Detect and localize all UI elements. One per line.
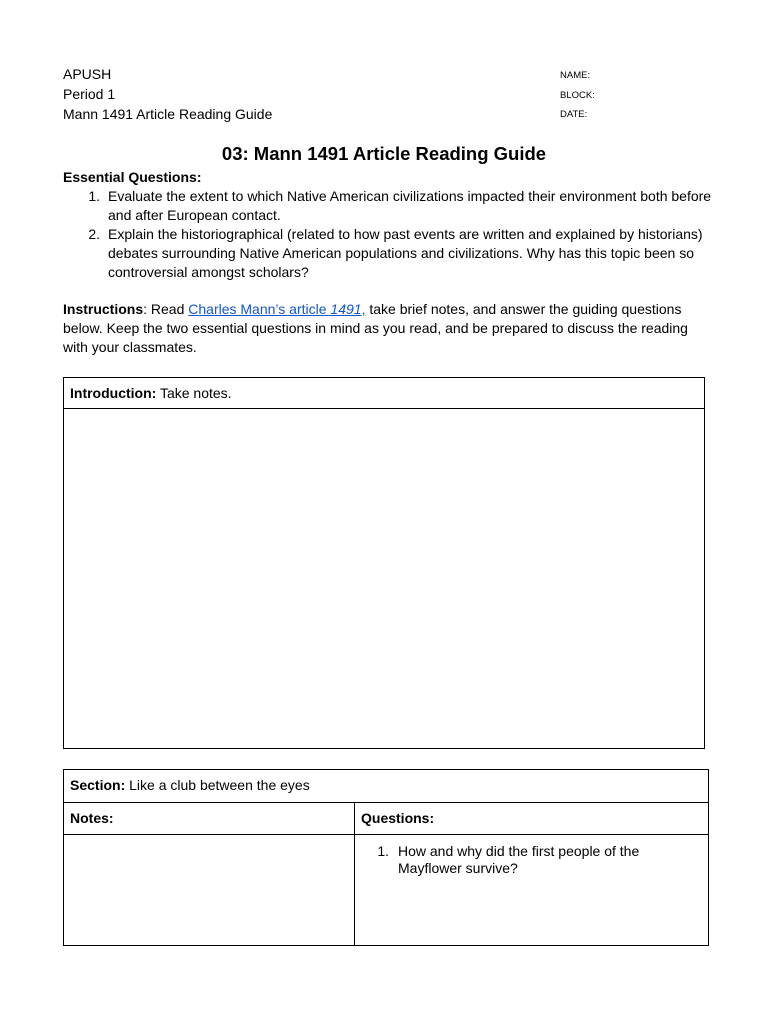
notes-header: Notes: (64, 803, 355, 834)
section-table (63, 769, 709, 946)
list-item (63, 225, 713, 282)
period: Period 1 (63, 86, 116, 102)
notes-cell[interactable] (64, 835, 355, 946)
list-number: 1. (377, 843, 389, 859)
section-header (64, 770, 708, 803)
instructions-suffix: take brief notes, and answer the guiding questions below. Keep the two essential questions in mind as you read, and be prepared to discuss the reading with your classmates. (63, 301, 688, 355)
instructions-prefix: : Read (143, 301, 189, 317)
introduction-box (63, 377, 705, 749)
essential-questions-heading: Essential Questions: (63, 169, 202, 185)
list-item (63, 187, 713, 225)
table-row (64, 835, 708, 946)
introduction-header (64, 378, 704, 409)
list-number: 2. (88, 226, 100, 242)
document-subtitle: Mann 1491 Article Reading Guide (63, 106, 273, 122)
instructions-paragraph (63, 300, 703, 357)
questions-cell (355, 835, 708, 946)
article-link-italic: 1491 (330, 301, 362, 317)
article-link-trailing: , (361, 301, 366, 317)
header-info (63, 64, 272, 124)
article-link-text: Charles Mann’s article (188, 301, 331, 317)
introduction-text: Take notes. (156, 385, 232, 401)
date-label: DATE: (560, 109, 588, 120)
student-fields (560, 66, 595, 125)
page-title: 03: Mann 1491 Article Reading Guide (221, 143, 547, 164)
introduction-notes-area[interactable] (64, 409, 704, 749)
essential-questions (63, 168, 713, 282)
list-number: 1. (88, 188, 100, 204)
questions-header: Questions: (361, 810, 435, 826)
introduction-label: Introduction: (70, 385, 157, 401)
guiding-question-text: How and why did the first people of the Mayflower survive? (398, 843, 640, 876)
instructions-label: Instructions (63, 301, 144, 317)
essential-question-text: Evaluate the extent to which Native American civilizations impacted their environment both before and after European contact. (108, 188, 712, 223)
article-link[interactable] (188, 301, 365, 317)
block-label: BLOCK: (560, 89, 595, 101)
section-title: Like a club between the eyes (125, 777, 310, 793)
column-headers (64, 803, 708, 835)
essential-question-text: Explain the historiographical (related to how past events are written and explained by historians) debates surrounding Native American populations and civilizations. Why has this topic been so controversial amongst scholars? (108, 226, 703, 280)
name-label: NAME: (560, 70, 591, 81)
course-name: APUSH (63, 66, 112, 82)
section-label: Section: (70, 777, 126, 793)
list-item (355, 843, 708, 877)
